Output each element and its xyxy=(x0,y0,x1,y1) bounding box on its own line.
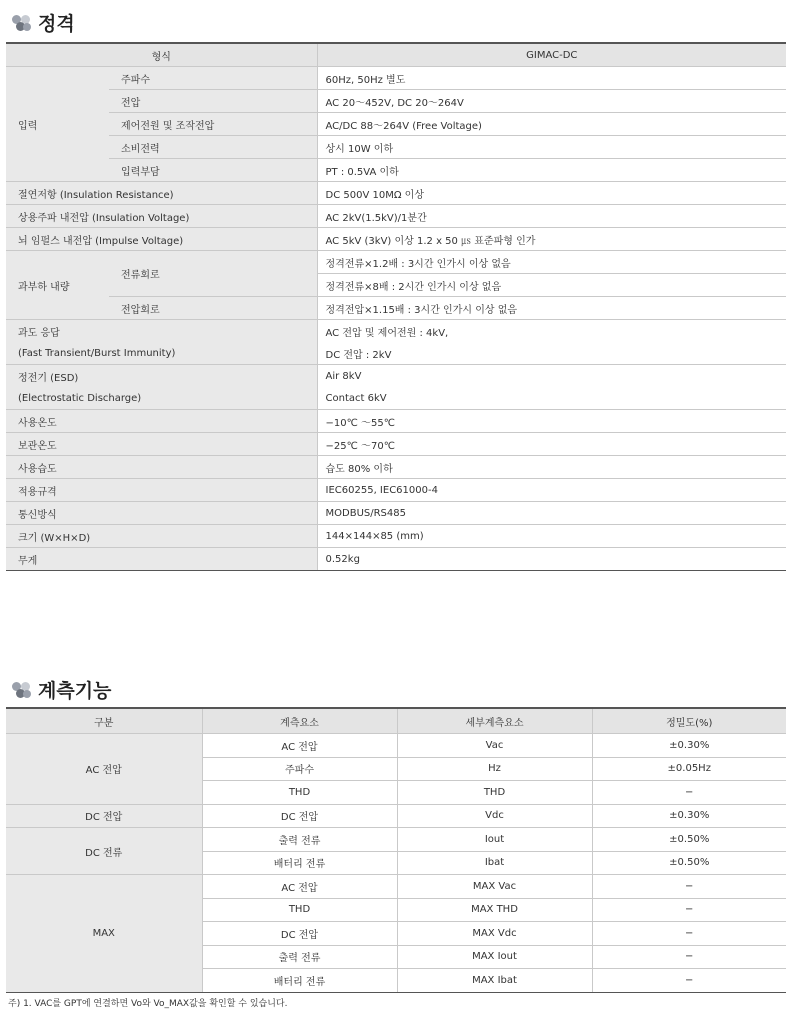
bullet-icon xyxy=(10,14,32,32)
table-row xyxy=(6,525,786,548)
row-value: −10℃ ～55℃ xyxy=(317,410,786,433)
row-label: 과도 응답 xyxy=(6,320,317,343)
table-row xyxy=(6,387,786,410)
cell-element: 배터리 전류 xyxy=(202,851,397,875)
meas-section-title xyxy=(10,676,111,703)
table-row xyxy=(6,456,786,479)
cell-precision: − xyxy=(592,898,786,922)
table-row xyxy=(6,182,786,205)
cell-precision: − xyxy=(592,781,786,805)
row-label: 사용습도 xyxy=(6,456,317,479)
row-value: AC 2kV(1.5kV)/1분간 xyxy=(317,205,786,228)
cell-precision: ±0.05Hz xyxy=(592,757,786,781)
spec-header-row xyxy=(6,43,786,67)
row-label: 입력부담 xyxy=(109,159,317,182)
cell-detail: MAX Vac xyxy=(397,875,592,899)
table-row xyxy=(6,365,786,388)
row-label: 보관온도 xyxy=(6,433,317,456)
cell-element: 주파수 xyxy=(202,757,397,781)
cell-detail: MAX Vdc xyxy=(397,922,592,946)
table-row xyxy=(6,90,786,113)
meas-header-row xyxy=(6,708,786,734)
cell-detail: MAX THD xyxy=(397,898,592,922)
cell-detail: MAX Ibat xyxy=(397,969,592,993)
table-row xyxy=(6,159,786,182)
table-row xyxy=(6,297,786,320)
row-value: 정격전류×1.2배 : 3시간 인가시 이상 없음 xyxy=(317,251,786,274)
spec-section-title-text: 정격 xyxy=(38,13,75,35)
column-header: 세부계측요소 xyxy=(397,708,592,734)
group-label: DC 전압 xyxy=(6,804,202,828)
table-row xyxy=(6,828,786,852)
cell-element: DC 전압 xyxy=(202,804,397,828)
row-label: 정전기 (ESD) xyxy=(6,365,317,388)
row-label: 제어전원 및 조작전압 xyxy=(109,113,317,136)
row-label: 통신방식 xyxy=(6,502,317,525)
cell-precision: ±0.30% xyxy=(592,734,786,758)
row-label: 무게 xyxy=(6,548,317,571)
cell-element: AC 전압 xyxy=(202,734,397,758)
row-label: 뇌 임펄스 내전압 (Impulse Voltage) xyxy=(6,228,317,251)
cell-detail: THD xyxy=(397,781,592,805)
row-value: 정격전류×8배 : 2시간 인가시 이상 없음 xyxy=(317,274,786,297)
input-group-label: 입력 xyxy=(6,67,109,182)
cell-precision: − xyxy=(592,969,786,993)
cell-detail: Hz xyxy=(397,757,592,781)
row-value: 0.52kg xyxy=(317,548,786,571)
row-label: 상용주파 내전압 (Insulation Voltage) xyxy=(6,205,317,228)
row-value: PT : 0.5VA 이하 xyxy=(317,159,786,182)
group-label: AC 전압 xyxy=(6,734,202,805)
spec-header-label: 형식 xyxy=(6,43,317,67)
row-label: (Fast Transient/Burst Immunity) xyxy=(6,342,317,365)
row-label: 절연저항 (Insulation Resistance) xyxy=(6,182,317,205)
cell-detail: MAX Iout xyxy=(397,945,592,969)
cell-detail: Vdc xyxy=(397,804,592,828)
row-label: 소비전력 xyxy=(109,136,317,159)
cell-detail: Vac xyxy=(397,734,592,758)
column-header: 구분 xyxy=(6,708,202,734)
group-label: MAX xyxy=(6,875,202,993)
column-header: 정밀도(%) xyxy=(592,708,786,734)
measurement-table xyxy=(6,707,786,993)
cell-element: THD xyxy=(202,898,397,922)
row-value: MODBUS/RS485 xyxy=(317,502,786,525)
row-label: 사용온도 xyxy=(6,410,317,433)
table-row xyxy=(6,502,786,525)
row-value: 습도 80% 이하 xyxy=(317,456,786,479)
row-value: 144×144×85 (mm) xyxy=(317,525,786,548)
row-label: 크기 (W×H×D) xyxy=(6,525,317,548)
row-value: 상시 10W 이하 xyxy=(317,136,786,159)
cell-precision: − xyxy=(592,945,786,969)
table-row xyxy=(6,228,786,251)
spec-header-value: GIMAC-DC xyxy=(317,43,786,67)
row-value: IEC60255, IEC61000-4 xyxy=(317,479,786,502)
table-row xyxy=(6,548,786,571)
table-row xyxy=(6,734,786,758)
table-row xyxy=(6,320,786,343)
cell-precision: − xyxy=(592,922,786,946)
meas-section-title-text: 계측기능 xyxy=(38,680,112,702)
table-row xyxy=(6,205,786,228)
cell-element: 출력 전류 xyxy=(202,828,397,852)
table-row xyxy=(6,433,786,456)
row-value: DC 전압 : 2kV xyxy=(317,342,786,365)
footnote: 주) 1. VAC를 GPT에 연결하면 Vo와 Vo_MAX값을 확인할 수 있습니다. xyxy=(8,999,288,1009)
cell-precision: ±0.50% xyxy=(592,851,786,875)
spec-section-title xyxy=(10,9,75,36)
row-value: 정격전압×1.15배 : 3시간 인가시 이상 없음 xyxy=(317,297,786,320)
column-header: 계측요소 xyxy=(202,708,397,734)
table-row xyxy=(6,251,786,274)
cell-precision: − xyxy=(592,875,786,899)
row-label: 전류회로 xyxy=(109,251,317,297)
cell-element: THD xyxy=(202,781,397,805)
cell-element: AC 전압 xyxy=(202,875,397,899)
table-row xyxy=(6,113,786,136)
row-label: 전압회로 xyxy=(109,297,317,320)
group-label: DC 전류 xyxy=(6,828,202,875)
row-value: DC 500V 10MΩ 이상 xyxy=(317,182,786,205)
cell-detail: Ibat xyxy=(397,851,592,875)
table-row xyxy=(6,67,786,90)
row-label: 전압 xyxy=(109,90,317,113)
cell-element: 배터리 전류 xyxy=(202,969,397,993)
row-label: 주파수 xyxy=(109,67,317,90)
row-value: Air 8kV xyxy=(317,365,786,388)
bullet-icon xyxy=(10,681,32,699)
table-row xyxy=(6,410,786,433)
row-value: AC 전압 및 제어전원 : 4kV, xyxy=(317,320,786,343)
table-row xyxy=(6,342,786,365)
cell-precision: ±0.30% xyxy=(592,804,786,828)
cell-precision: ±0.50% xyxy=(592,828,786,852)
row-label: 적용규격 xyxy=(6,479,317,502)
table-row xyxy=(6,479,786,502)
table-row xyxy=(6,804,786,828)
row-value: Contact 6kV xyxy=(317,387,786,410)
overload-group-label: 과부하 내량 xyxy=(6,251,109,320)
table-row xyxy=(6,875,786,899)
cell-detail: Iout xyxy=(397,828,592,852)
cell-element: DC 전압 xyxy=(202,922,397,946)
row-value: AC/DC 88～264V (Free Voltage) xyxy=(317,113,786,136)
cell-element: 출력 전류 xyxy=(202,945,397,969)
row-value: AC 20～452V, DC 20～264V xyxy=(317,90,786,113)
row-value: −25℃ ～70℃ xyxy=(317,433,786,456)
row-value: AC 5kV (3kV) 이상 1.2 x 50 ㎲ 표준파형 인가 xyxy=(317,228,786,251)
table-row xyxy=(6,136,786,159)
spec-table xyxy=(6,42,786,571)
row-label: (Electrostatic Discharge) xyxy=(6,387,317,410)
row-value: 60Hz, 50Hz 별도 xyxy=(317,67,786,90)
